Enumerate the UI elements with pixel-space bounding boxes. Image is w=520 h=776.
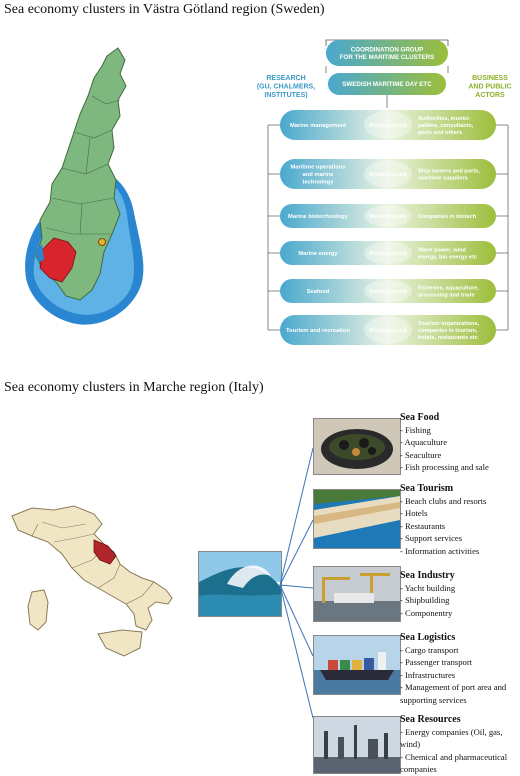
sea-food-photo [313,418,401,475]
research-label: RESEARCH (GU, CHALMERS, INSTITUTES) [256,74,316,99]
cluster-right-label: Ship owners and ports, maritime suppliers [418,168,480,182]
cluster-right-label: Fisheries, aquaculture, processing and trade [418,285,479,299]
category-item: - Componentry [400,607,453,618]
sweden-heading: Sea economy clusters in Västra Götland region (Sweden) [4,2,325,17]
category-item: - Cargo transport [400,645,459,655]
category-item: - Yacht building [400,583,456,593]
sea-industry-photo [313,566,401,622]
category-title: Sea Resources [400,714,461,725]
sea-tourism-photo [313,489,401,549]
category-item: - Fish processing and sale [400,462,489,473]
category-block [400,482,486,557]
cluster-diagram [258,36,518,346]
category-title: Sea Logistics [400,632,456,643]
category-item: - Infrastructures [400,669,456,680]
meeting-point-label: Meeting point [369,251,407,258]
cluster-right-label: Authorities, munici-palities, consultants, ports and others [418,115,474,137]
cluster-right-label: Tourism organizations, companies in tourism, hotels, restaurants etc [418,320,480,342]
coordination-label: COORDINATION GROUP FOR THE MARITIME CLUSTERS [339,46,435,62]
category-item: - Management of port area and [400,682,507,693]
category-item: companies [400,764,437,775]
category-item: - Information activities [400,545,480,556]
meeting-point-label: Meeting point [369,172,407,179]
category-item: - Aquaculture [400,437,448,448]
category-title: Sea Tourism [400,483,454,494]
sea-logistics-photo [313,635,401,695]
category-item: - Beach clubs and resorts [400,496,487,506]
sweden-map [22,38,157,328]
meeting-point-label: Meeting point [369,123,407,130]
cluster-left-label: Marine energy [298,251,338,258]
sicily [98,630,142,656]
category-item: wind) [400,739,421,750]
cluster-right-label: Wave power, wind energy, bio energy etc [418,247,477,261]
category-block [400,713,507,776]
category-item: - Support services [400,533,463,544]
cluster-left-label: Maritime operations and marine technology [290,164,346,186]
category-item: - Fishing [400,425,431,435]
category-item: - Restaurants [400,520,446,531]
cluster-left-label: Seafood [306,289,330,296]
category-title: Sea Food [400,412,440,423]
category-block [400,569,455,619]
category-item: - Hotels [400,508,428,519]
meeting-point-label: Meeting point [369,289,407,296]
category-block [400,631,506,706]
city-marker [99,239,106,246]
business-label: BUSINESS AND PUBLIC ACTORS [468,74,512,99]
category-title: Sea Industry [400,570,455,581]
sea-resources-photo [313,716,401,774]
category-item: - Shipbuilding [400,595,450,606]
cluster-right-label: Companies in biotech [418,213,477,220]
category-item: supporting services [400,694,467,705]
category-item: - Seaculture [400,449,442,460]
category-item: - Passenger transport [400,657,473,668]
meeting-point-label: Meeting point [369,328,407,335]
cluster-left-label: Marine management [289,123,347,130]
sardinia [28,590,48,630]
category-block [400,411,489,474]
cluster-left-label: Marine biotechnology [288,214,348,221]
category-item: - Chemical and pharmaceutical [400,751,508,762]
category-item: - Energy companies (Oil, gas, [400,727,503,737]
cluster-left-label: Tourism and recreation [286,328,350,335]
maritime-day-label: SWEDISH MARITIME DAY ETC [342,81,432,89]
italy-map [2,498,182,668]
italy-heading: Sea economy clusters in Marche region (Italy) [4,380,264,395]
meeting-point-label: Meeting point [369,214,407,221]
wave-photo [198,551,282,617]
